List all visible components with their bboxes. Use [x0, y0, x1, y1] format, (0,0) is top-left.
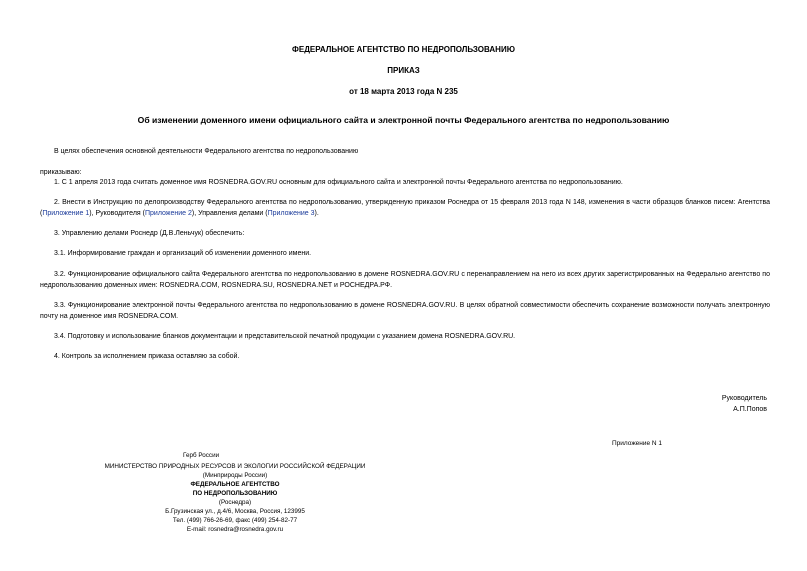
letterhead-agency-1: ФЕДЕРАЛЬНОЕ АГЕНТСТВО [190, 481, 280, 488]
appendix-3-link[interactable]: Приложение 3 [267, 210, 315, 217]
intro-paragraph: В целях обеспечения основной деятельности Федерального агентства по недропользованию [54, 148, 359, 155]
agency-short: (Роснедра) [218, 499, 252, 506]
order-subject: Об изменении доменного имени официального сайта и электронной почты Федерального агентства по недропользованию [137, 115, 670, 125]
paragraph-2-text: 2. Внести в Инструкцию по делопроизводству Федерального агентства по недропользованию, утвержденную приказом Роснедра от 15 февраля 2013 года N 148, изменения в части образцов бланков писем: Агентства ( [40, 199, 770, 217]
paragraph-4: 4. Контроль за исполнением приказа оставляю за собой. [54, 353, 240, 360]
signature-name: А.П.Попов [733, 406, 767, 413]
paragraph-1: 1. С 1 апреля 2013 года считать доменное имя ROSNEDRA.GOV.RU основным для официального сайта и электронной почты Федерального агентства по недропользованию. [54, 179, 623, 186]
letterhead-address: Б.Грузинская ул., д.4/6, Москва, Россия, 123995 [165, 508, 305, 515]
ministry-short: (Минприроды России) [202, 472, 268, 479]
ministry-name: МИНИСТЕРСТВО ПРИРОДНЫХ РЕСУРСОВ И ЭКОЛОГИИ РОССИЙСКОЙ ФЕДЕРАЦИИ [104, 463, 366, 470]
paragraph-2-end: ). [314, 210, 319, 217]
emblem-label: Герб России [183, 452, 220, 459]
order-title: ПРИКАЗ [387, 66, 420, 75]
order-date: от 18 марта 2013 года N 235 [349, 87, 458, 96]
signature-title: Руководитель [721, 395, 767, 402]
paragraph-3-4: 3.4. Подготовку и использование бланков документации и представительской печатной продукции с указанием домена ROSNEDRA.GOV.RU. [54, 333, 516, 340]
paragraph-2-mid1: ), Руководителя ( [89, 210, 145, 217]
paragraph-3-2: 3.2. Функционирование официального сайта Федерального агентства по недропользованию в домене ROSNEDRA.GOV.RU с перенаправлением на него из всех других зарегистрированных на Федерально агентство по недропользованию доменных имен: ROSNEDRA.COM, ROSNEDRA.SU, ROSNEDRA.NET и РОСНЕДРА.РФ. [40, 271, 770, 289]
appendix-1-link[interactable]: Приложение 1 [42, 210, 90, 217]
paragraph-2-mid2: ), Управления делами ( [191, 210, 268, 217]
appendix-2-link[interactable]: Приложение 2 [145, 210, 192, 217]
agency-title: ФЕДЕРАЛЬНОЕ АГЕНТСТВО ПО НЕДРОПОЛЬЗОВАНИЮ [292, 45, 515, 54]
letterhead-email: E-mail: rosnedra@rosnedra.gov.ru [186, 526, 284, 533]
paragraph-2 [40, 197, 770, 219]
paragraph-3-1: 3.1. Информирование граждан и организаций об изменении доменного имени. [54, 250, 312, 257]
paragraph-3-3: 3.3. Функционирование электронной почты Федерального агентства по недропользованию в домене ROSNEDRA.GOV.RU. В целях обратной совместимости обеспечить сохранение возможности получать электронную почту на доменное имя ROSNEDRA.COM. [40, 302, 770, 320]
letterhead-phone: Тел. (499) 766-26-69, факс (499) 254-82-77 [172, 517, 298, 524]
order-word: приказываю: [40, 169, 82, 176]
paragraph-3: 3. Управлению делами Роснедр (Д.В.Леньчук) обеспечить: [54, 230, 245, 237]
letterhead-agency-2: ПО НЕДРОПОЛЬЗОВАНИЮ [192, 490, 278, 497]
appendix-label: Приложение N 1 [612, 440, 663, 447]
